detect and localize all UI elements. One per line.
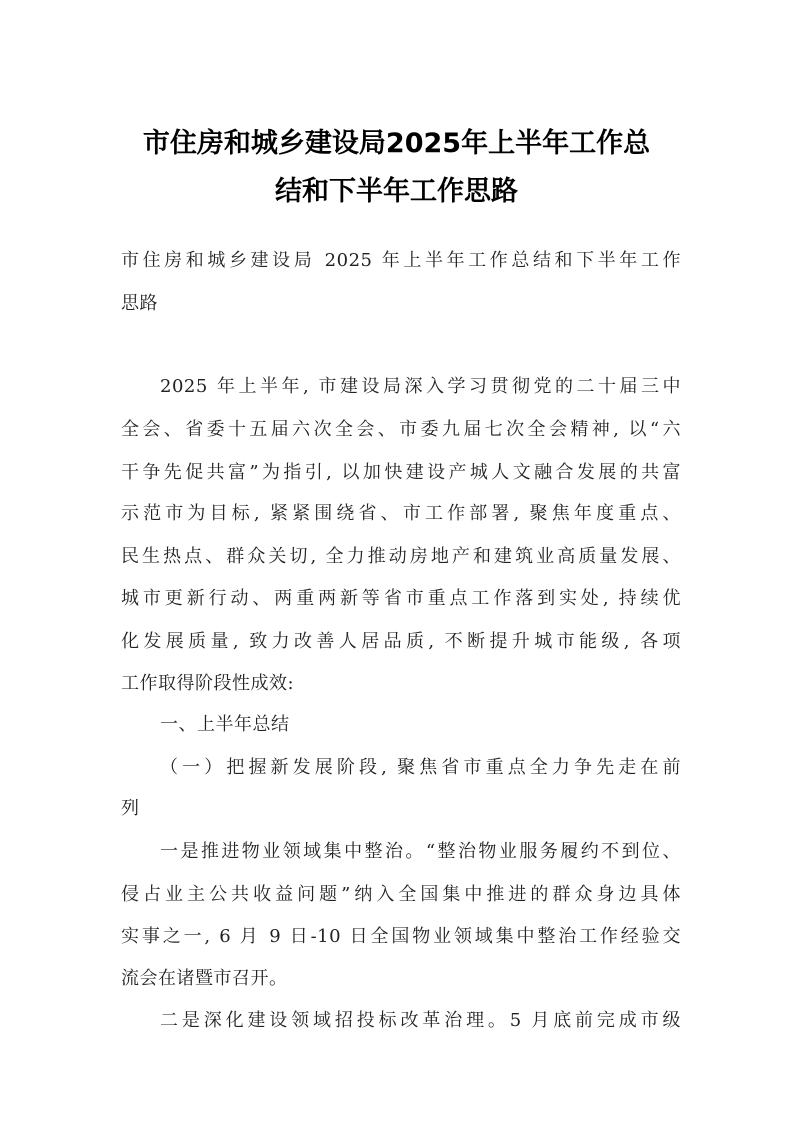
- intro-line-4: 示范市为目标, 紧紧围绕省、市工作部署, 聚焦年度重点、: [121, 503, 681, 524]
- subsection-line-2: 列: [121, 798, 140, 819]
- point1-line-2: 侵占业主公共收益问题”纳入全国集中推进的群众身边具体: [121, 884, 681, 905]
- point1-line-1: 一是推进物业领域集中整治。“整治物业服务履约不到位、: [160, 841, 681, 862]
- subsection-line-1: （一）把握新发展阶段, 聚焦省市重点全力争先走在前: [160, 757, 681, 778]
- intro-line-2: 全会、省委十五届六次全会、市委九届七次全会精神, 以“六: [121, 419, 681, 440]
- intro-line-5: 民生热点、群众关切, 全力推动房地产和建筑业高质量发展、: [121, 546, 681, 567]
- subtitle-line-2: 思路: [121, 293, 158, 314]
- intro-line-3: 干争先促共富”为指引, 以加快建设产城人文融合发展的共富: [121, 462, 681, 483]
- document-title-line-1: 市住房和城乡建设局2025年上半年工作总: [142, 128, 651, 159]
- document-title-line-2: 结和下半年工作思路: [275, 176, 518, 207]
- section-heading: 一、上半年总结: [160, 714, 290, 735]
- point1-line-3: 实事之一, 6 月 9 日-10 日全国物业领域集中整治工作经验交: [121, 926, 681, 947]
- intro-line-6: 城市更新行动、两重两新等省市重点工作落到实处, 持续优: [121, 588, 681, 609]
- intro-line-1: 2025 年上半年, 市建设局深入学习贯彻党的二十届三中: [160, 376, 681, 397]
- point2-line-1: 二是深化建设领域招投标改革治理。5 月底前完成市级: [160, 1010, 681, 1031]
- intro-line-8: 工作取得阶段性成效:: [121, 673, 295, 694]
- subtitle-line-1: 市住房和城乡建设局 2025 年上半年工作总结和下半年工作: [121, 250, 681, 271]
- point1-line-4: 流会在诸暨市召开。: [121, 968, 288, 989]
- intro-line-7: 化发展质量, 致力改善人居品质, 不断提升城市能级, 各项: [121, 631, 681, 652]
